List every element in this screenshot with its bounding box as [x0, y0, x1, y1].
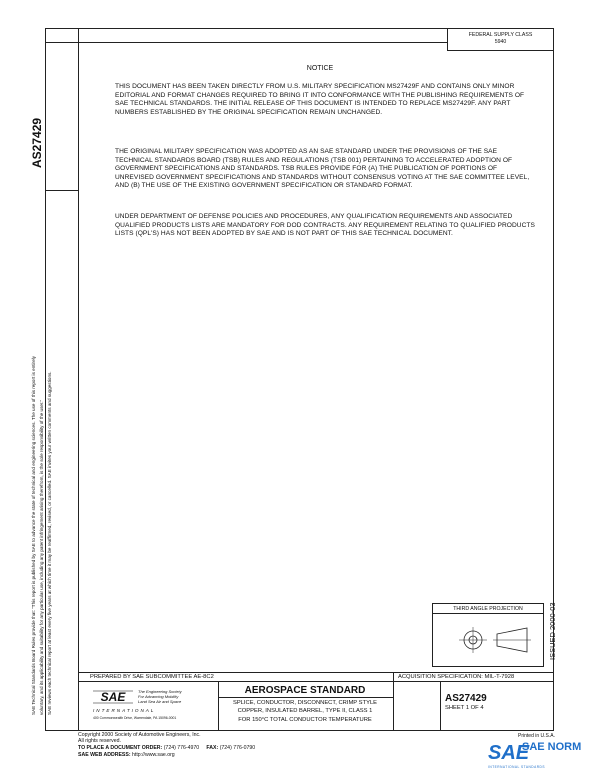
notice-paragraph-2: THE ORIGINAL MILITARY SPECIFICATION WAS ADOPTED AS AN SAE STANDARD UNDER THE PROVISIONS OF THE SAE TECHNICAL STANDARDS BOARD (TSB) RULES AND REGULATIONS (TSB 001) PERTAINING TO ACCELERATED ADOPTION OF GOVERNMENT SPECIFICATIONS AND STANDARDS. TSB RULES PROVIDE FOR (A) THE PUBLICATION OF PORTIONS OF UNREVISED GOVERNMENT SPECIFICATIONS AND STANDARDS WITHOUT CONSENSUS VOTING AT THE SAE COMMITTEE LEVEL, AND (B) THE USE OF THE EXISTING GOVERNMENT SPECIFICATION OR STANDARD FORMAT.	[115, 148, 530, 190]
projection-symbol-icon	[455, 622, 535, 662]
sae-norm-watermark-icon	[488, 740, 530, 764]
standard-description	[220, 699, 390, 724]
sae-address: 400 Commonwealth Drive, Warrendale, PA 15096-0001	[93, 716, 177, 720]
sae-logo-icon	[93, 688, 133, 706]
titleblock-mid-line	[78, 681, 554, 682]
acquisition-spec: ACQUISITION SPECIFICATION: MIL-T-7928	[398, 674, 515, 680]
federal-supply-class	[447, 29, 553, 51]
side-doc-number: AS27429	[30, 117, 44, 168]
legal-line-2: voluntary, and its applicability and suitability for any particular use, including any patent infringement arising therefrom, is the sole responsibility of the user."	[39, 399, 44, 715]
watermark-text: SAE NORM	[522, 741, 582, 753]
titleblock-title-underline	[218, 697, 393, 698]
web-label: SAE WEB ADDRESS:	[78, 752, 131, 758]
desc-line-2: COPPER, INSULATED BARREL, TYPE II, CLASS 1	[237, 708, 373, 715]
sae-international: INTERNATIONAL	[93, 708, 156, 713]
svg-text:SAE: SAE	[488, 742, 530, 764]
order-label: TO PLACE A DOCUMENT ORDER:	[78, 745, 163, 751]
side-strip-divider	[78, 28, 79, 731]
titleblock-doc-number: AS27429	[445, 693, 487, 704]
notice-paragraph-3: UNDER DEPARTMENT OF DEFENSE POLICIES AND PROCEDURES, ANY QUALIFICATION REQUIREMENTS AND ASSOCIATED QUALIFIED PRODUCTS LISTS ARE MANDATORY FOR DOD CONTRACTS. ANY REQUIREMENT RELATING TO QUALIFIED PRODUCTS LISTS (QPL'S) HAS NOT BEEN ADOPTED BY SAE AND IS NOT PART OF THIS SAE TECHNICAL DOCUMENT.	[115, 213, 535, 238]
titleblock-divider-3	[440, 681, 441, 731]
notice-title: NOTICE	[306, 65, 334, 72]
rights-line: All rights reserved.	[78, 738, 121, 744]
standard-title: AEROSPACE STANDARD	[244, 685, 366, 696]
side-legal-text	[30, 195, 54, 715]
order-phone: (724) 776-4970	[163, 745, 200, 751]
projection-label: THIRD ANGLE PROJECTION	[453, 606, 523, 612]
desc-line-1: SPLICE, CONDUCTOR, DISCONNECT, CRIMP STYLE	[232, 700, 378, 706]
fax-number: (724) 776-0790	[219, 745, 256, 751]
legal-line-3: SAE reviews each technical report at least every five years at which time it may be reaffirmed, revised, or cancelled. SAE invites your written comments and suggestions.	[47, 371, 52, 715]
fsc-value: 5940	[494, 39, 507, 45]
sae-logo-text: SAE	[100, 690, 126, 704]
top-header-line	[45, 42, 447, 43]
sheet-number: SHEET 1 OF 4	[445, 705, 484, 711]
titleblock-divider-2	[393, 672, 394, 731]
tag-line-3: Land Sea Air and Space	[138, 699, 182, 704]
web-line	[78, 752, 175, 758]
titleblock-divider-1	[218, 681, 219, 731]
tag-line-1: The Engineering Society	[138, 689, 182, 694]
order-line	[78, 745, 255, 751]
tag-line-2: For Advancing Mobility	[138, 694, 179, 699]
printed-in: Printed in U.S.A.	[518, 733, 555, 739]
fax-label: FAX:	[206, 745, 219, 751]
web-value[interactable]: http://www.sae.org	[132, 752, 175, 758]
projection-label-divider	[432, 613, 544, 614]
legal-line-1: SAE Technical Standards Board Rules provide that: "This report is published by SAE to advance the state of technical and engineering sciences. The use of this report is entirely	[31, 356, 36, 715]
issued-date: ISSUED 2000-03	[548, 602, 557, 660]
side-doc-divider	[45, 190, 78, 191]
notice-paragraph-1: THIS DOCUMENT HAS BEEN TAKEN DIRECTLY FROM U.S. MILITARY SPECIFICATION MS27429F AND CONTAINS ONLY MINOR EDITORIAL AND FORMAT CHANGES REQUIRED TO BRING IT INTO CONFORMANCE WITH THE PUBLISHING REQUIREMENTS OF SAE TECHNICAL STANDARDS. THE INITIAL RELEASE OF THIS DOCUMENT IS INTENDED TO REPLACE MS27429F. ANY PART NUMBERS ESTABLISHED BY THE ORIGINAL SPECIFICATION REMAIN UNCHANGED.	[115, 83, 525, 116]
titleblock-top-line	[78, 672, 554, 673]
watermark-sub: INTERNATIONAL STANDARDS	[488, 765, 545, 769]
sae-tagline	[138, 689, 200, 704]
desc-line-3: FOR 150°C TOTAL CONDUCTOR TEMPERATURE	[238, 716, 372, 723]
fsc-label: FEDERAL SUPPLY CLASS	[468, 32, 533, 38]
copyright-line: Copyright 2000 Society of Automotive Engineers, Inc.	[78, 732, 201, 738]
prepared-by: PREPARED BY SAE SUBCOMMITTEE AE-8C2	[90, 674, 214, 680]
